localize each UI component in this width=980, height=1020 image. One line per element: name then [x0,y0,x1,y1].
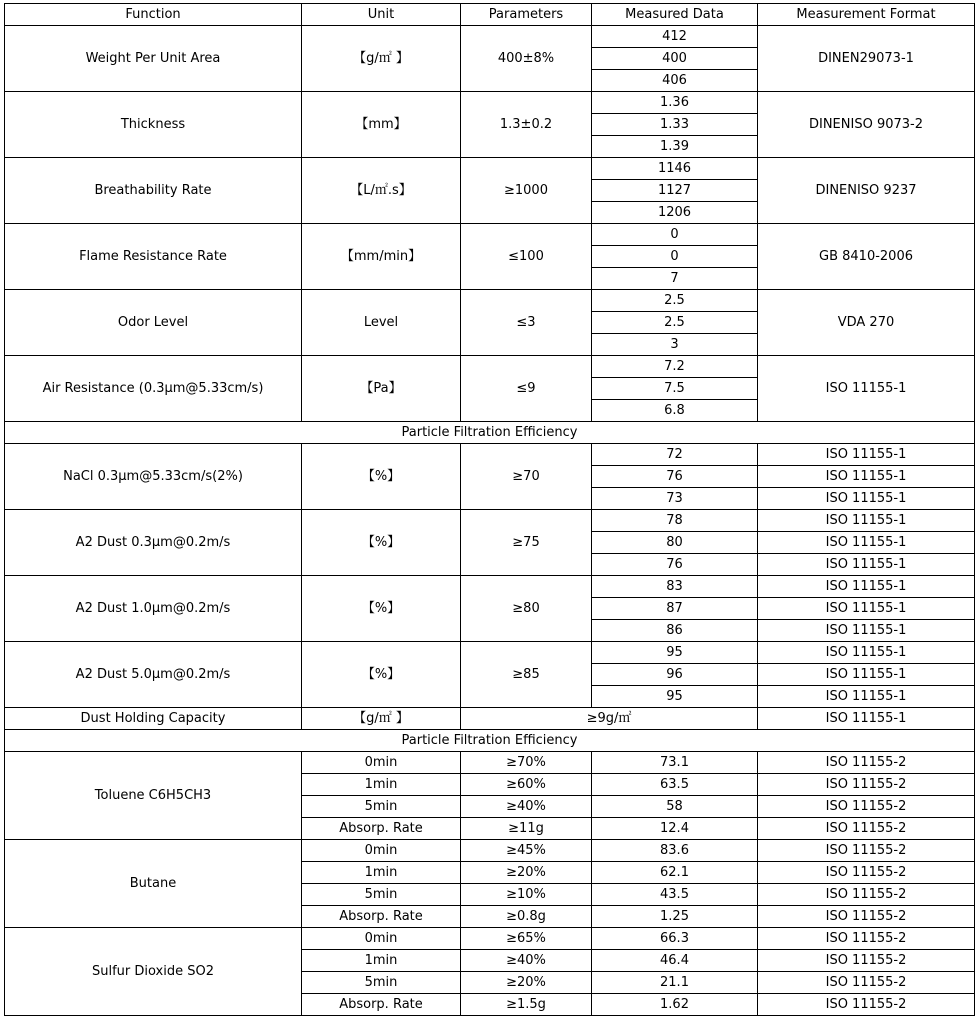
measured-data-cell: 2.5 [592,290,758,312]
parameter-cell: ≥40% [461,796,592,818]
measured-data-cell: 83 [592,576,758,598]
function-cell: Air Resistance (0.3μm@5.33cm/s) [5,356,302,422]
format-cell: ISO 11155-1 [758,620,975,642]
measured-data-cell: 78 [592,510,758,532]
measured-data-cell: 76 [592,466,758,488]
header-parameters: Parameters [461,4,592,26]
measured-data-cell: 1.33 [592,114,758,136]
section-title: Particle Filtration Efficiency [5,422,975,444]
measured-data-cell: 21.1 [592,972,758,994]
measured-data-cell: 95 [592,642,758,664]
measured-data-cell: 1.62 [592,994,758,1016]
format-cell: ISO 11155-2 [758,862,975,884]
unit-cell: 【Pa】 [302,356,461,422]
format-cell: ISO 11155-1 [758,598,975,620]
table-row [5,642,975,664]
unit-cell: 【L/㎡.s】 [302,158,461,224]
measured-data-cell: 1127 [592,180,758,202]
format-cell: ISO 11155-1 [758,642,975,664]
format-cell: ISO 11155-2 [758,994,975,1016]
measured-data-cell: 86 [592,620,758,642]
measured-data-cell: 2.5 [592,312,758,334]
parameter-cell: ≥70% [461,752,592,774]
format-cell: VDA 270 [758,290,975,356]
parameter-cell: ≤100 [461,224,592,290]
unit-cell: 【mm】 [302,92,461,158]
function-cell: Toluene C6H5CH3 [5,752,302,840]
parameter-cell: ≥20% [461,972,592,994]
parameter-cell: ≤9 [461,356,592,422]
format-cell: ISO 11155-2 [758,906,975,928]
parameter-cell: ≥1000 [461,158,592,224]
measured-data-cell: 1.39 [592,136,758,158]
parameter-cell: ≤3 [461,290,592,356]
measured-data-cell: 83.6 [592,840,758,862]
time-cell: Absorp. Rate [302,994,461,1016]
time-cell: 5min [302,796,461,818]
parameter-cell: ≥80 [461,576,592,642]
measured-data-cell: 80 [592,532,758,554]
format-cell: ISO 11155-1 [758,356,975,422]
time-cell: 0min [302,752,461,774]
table-row [5,444,975,466]
parameter-cell: ≥70 [461,444,592,510]
table-row [5,752,975,774]
table-row [5,224,975,246]
measured-data-cell: 96 [592,664,758,686]
format-cell: ISO 11155-2 [758,752,975,774]
function-cell: A2 Dust 1.0μm@0.2m/s [5,576,302,642]
format-cell: ISO 11155-2 [758,950,975,972]
parameter-cell: ≥75 [461,510,592,576]
format-cell: GB 8410-2006 [758,224,975,290]
measured-data-cell: 72 [592,444,758,466]
measured-data-cell: 0 [592,246,758,268]
time-cell: 1min [302,774,461,796]
measured-data-cell: 0 [592,224,758,246]
measured-data-cell: 73.1 [592,752,758,774]
measured-data-cell: 46.4 [592,950,758,972]
parameter-cell: ≥60% [461,774,592,796]
function-cell: NaCl 0.3μm@5.33cm/s(2%) [5,444,302,510]
function-cell: Dust Holding Capacity [5,708,302,730]
parameter-cell: ≥65% [461,928,592,950]
format-cell: ISO 11155-1 [758,444,975,466]
unit-cell: 【g/㎡ 】 [302,708,461,730]
format-cell: ISO 11155-2 [758,928,975,950]
unit-cell: 【mm/min】 [302,224,461,290]
time-cell: 1min [302,862,461,884]
function-cell: Odor Level [5,290,302,356]
measured-data-cell: 406 [592,70,758,92]
time-cell: 5min [302,884,461,906]
format-cell: ISO 11155-1 [758,686,975,708]
parameter-cell: 400±8% [461,26,592,92]
header-measured-data: Measured Data [592,4,758,26]
measured-data-cell: 1206 [592,202,758,224]
parameter-cell: ≥40% [461,950,592,972]
parameter-cell: ≥0.8g [461,906,592,928]
parameter-cell: ≥45% [461,840,592,862]
format-cell: ISO 11155-2 [758,884,975,906]
measured-data-cell: 1.36 [592,92,758,114]
measured-data-cell: 412 [592,26,758,48]
measured-data-cell: 58 [592,796,758,818]
measured-data-cell: 43.5 [592,884,758,906]
table-row [5,92,975,114]
format-cell: ISO 11155-2 [758,818,975,840]
section-title: Particle Filtration Efficiency [5,730,975,752]
measured-data-cell: 76 [592,554,758,576]
section-row [5,422,975,444]
measured-data-cell: 1.25 [592,906,758,928]
format-cell: ISO 11155-1 [758,532,975,554]
parameter-cell: ≥10% [461,884,592,906]
format-cell: ISO 11155-1 [758,708,975,730]
time-cell: Absorp. Rate [302,818,461,840]
parameter-cell: ≥20% [461,862,592,884]
header-measurement-format: Measurement Format [758,4,975,26]
format-cell: ISO 11155-1 [758,554,975,576]
time-cell: 1min [302,950,461,972]
parameter-cell: 1.3±0.2 [461,92,592,158]
header-unit: Unit [302,4,461,26]
spec-table [4,3,975,1016]
measured-data-cell: 7.2 [592,356,758,378]
format-cell: ISO 11155-1 [758,510,975,532]
function-cell: Butane [5,840,302,928]
measured-data-cell: 400 [592,48,758,70]
table-row [5,708,975,730]
measured-data-cell: 6.8 [592,400,758,422]
unit-cell: 【g/㎡ 】 [302,26,461,92]
parameter-cell: ≥1.5g [461,994,592,1016]
table-row [5,928,975,950]
format-cell: ISO 11155-2 [758,796,975,818]
parameter-cell: ≥11g [461,818,592,840]
table-row [5,290,975,312]
format-cell: ISO 11155-1 [758,664,975,686]
header-row [5,4,975,26]
table-row [5,356,975,378]
format-cell: DINENISO 9073-2 [758,92,975,158]
time-cell: 5min [302,972,461,994]
function-cell: Weight Per Unit Area [5,26,302,92]
format-cell: ISO 11155-2 [758,840,975,862]
measured-data-cell: 73 [592,488,758,510]
format-cell: ISO 11155-2 [758,774,975,796]
dust-value-cell: ≥9g/㎡ [461,708,758,730]
table-row [5,840,975,862]
format-cell: DINENISO 9237 [758,158,975,224]
measured-data-cell: 1146 [592,158,758,180]
section-row [5,730,975,752]
table-row [5,510,975,532]
function-cell: Thickness [5,92,302,158]
unit-cell: 【%】 [302,444,461,510]
measured-data-cell: 95 [592,686,758,708]
table-row [5,26,975,48]
time-cell: 0min [302,840,461,862]
measured-data-cell: 7 [592,268,758,290]
measured-data-cell: 3 [592,334,758,356]
measured-data-cell: 87 [592,598,758,620]
function-cell: Flame Resistance Rate [5,224,302,290]
measured-data-cell: 66.3 [592,928,758,950]
measured-data-cell: 7.5 [592,378,758,400]
format-cell: DINEN29073-1 [758,26,975,92]
measured-data-cell: 62.1 [592,862,758,884]
time-cell: Absorp. Rate [302,906,461,928]
unit-cell: 【%】 [302,642,461,708]
measured-data-cell: 12.4 [592,818,758,840]
format-cell: ISO 11155-1 [758,488,975,510]
table-row [5,158,975,180]
unit-cell: 【%】 [302,576,461,642]
format-cell: ISO 11155-1 [758,466,975,488]
function-cell: A2 Dust 0.3μm@0.2m/s [5,510,302,576]
format-cell: ISO 11155-1 [758,576,975,598]
parameter-cell: ≥85 [461,642,592,708]
measured-data-cell: 63.5 [592,774,758,796]
table-row [5,576,975,598]
function-cell: Breathability Rate [5,158,302,224]
unit-cell: 【%】 [302,510,461,576]
function-cell: Sulfur Dioxide SO2 [5,928,302,1016]
format-cell: ISO 11155-2 [758,972,975,994]
function-cell: A2 Dust 5.0μm@0.2m/s [5,642,302,708]
unit-cell: Level [302,290,461,356]
header-function: Function [5,4,302,26]
time-cell: 0min [302,928,461,950]
